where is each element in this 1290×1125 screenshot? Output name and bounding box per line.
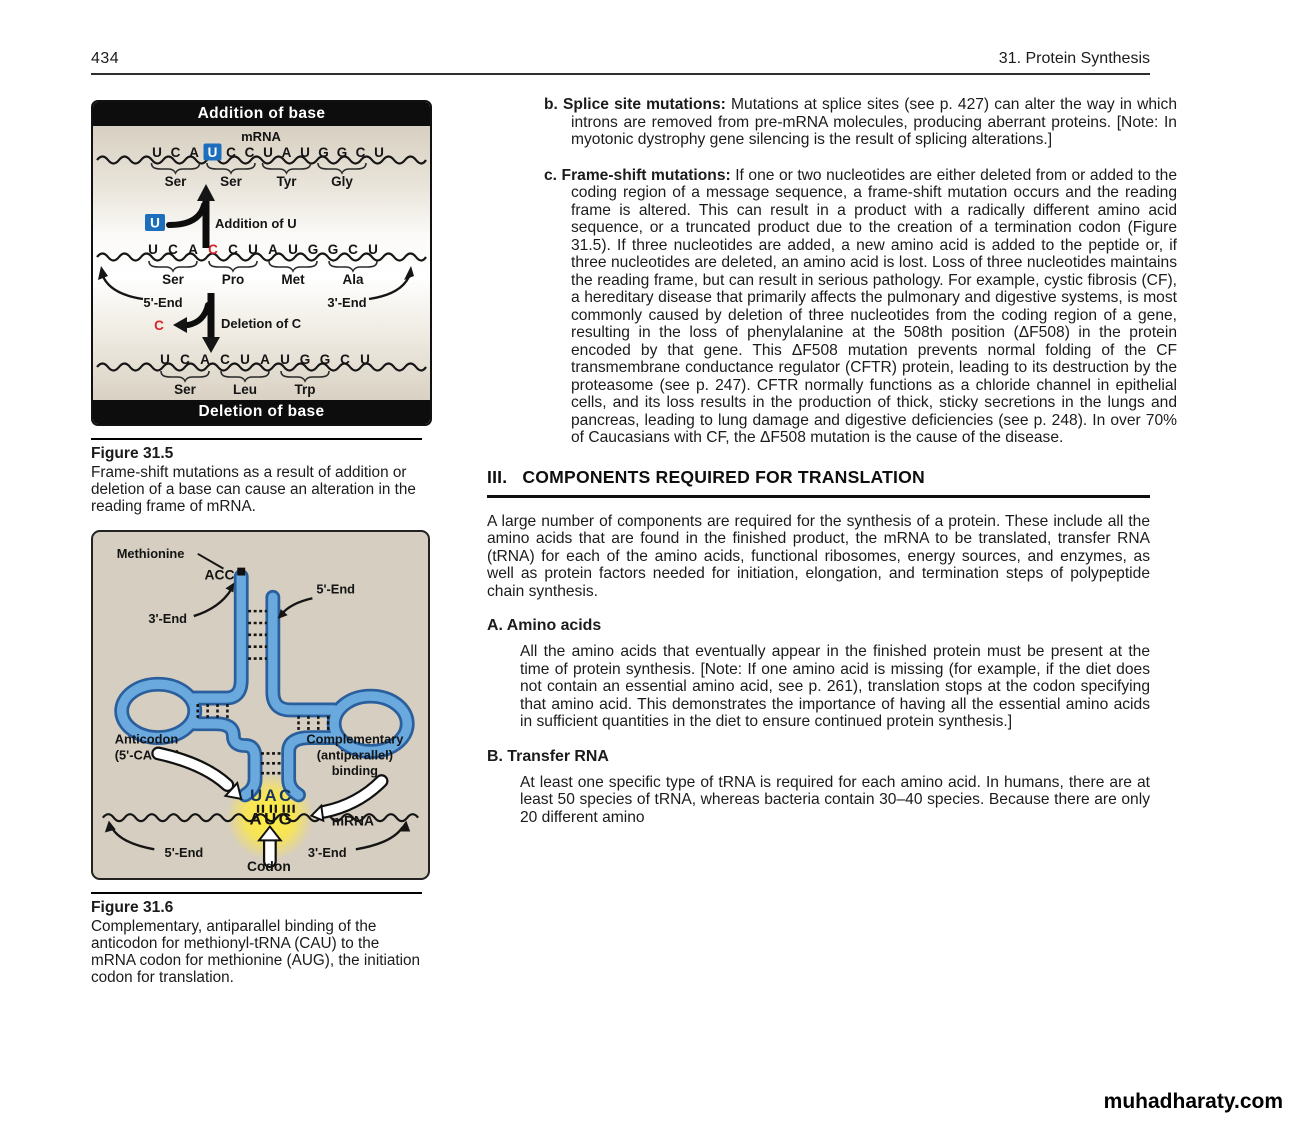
codon-brace bbox=[149, 261, 197, 271]
amino-acid-attachment bbox=[237, 568, 245, 576]
item-text: Mutations at splice sites (see p. 427) can alter the way in which introns are removed from pre-mRNA molecules, producing aberrant proteins. [Note: In myotonic dystrophy gene silencing is the result of splicing alterations.] bbox=[571, 96, 1177, 148]
subheading-amino-acids: A. Amino acids bbox=[487, 617, 602, 634]
nt-letter: C bbox=[170, 145, 181, 160]
nt-letter: U bbox=[148, 242, 158, 257]
codon-label: Leu bbox=[232, 382, 258, 397]
three-end-bottom-arrow bbox=[356, 828, 402, 850]
nt-letter: C bbox=[348, 242, 358, 257]
nt-letter: G bbox=[299, 352, 311, 367]
codon-label: Gly bbox=[331, 174, 353, 189]
codon-brace bbox=[263, 163, 311, 173]
deletion-branch-head bbox=[173, 317, 187, 333]
acc-label: ACC bbox=[204, 566, 235, 583]
amino-acids-text: All the amino acids that eventually appear in the finished protein must be present at the time of protein synthesis. [Note: If one amino acid is missing (for example, if the diet does not contain an essential amino acid, see p. 261), translation stops at the codon specifying that amino acid. This demonstrates the importance of having all the essential amino acids in sufficient quantities in the diet to ensure continued protein synthesis.] bbox=[520, 643, 1150, 730]
addition-arrow-head bbox=[197, 184, 215, 201]
nt-letter: C bbox=[180, 352, 190, 367]
left-column bbox=[91, 100, 436, 987]
anticodon-label: Anticodon bbox=[114, 731, 179, 747]
nt-letter: A bbox=[189, 145, 199, 160]
watermark-link[interactable]: muhadharaty.com bbox=[1103, 1090, 1283, 1113]
nt-letter-inserted: U bbox=[207, 145, 218, 160]
three-end-top-label: 3'-End bbox=[148, 611, 188, 627]
five-end-arrow-head bbox=[98, 266, 108, 280]
nt-letter: G bbox=[318, 145, 329, 160]
binding-label: binding bbox=[331, 763, 379, 779]
figure-31-5-caption bbox=[91, 438, 422, 515]
addition-label: Addition of U bbox=[215, 216, 297, 231]
caption-title: Figure 31.5 bbox=[91, 445, 174, 462]
figure-31-5 bbox=[91, 100, 432, 426]
codon-label: Met bbox=[281, 272, 305, 287]
nt-letter-mutant: C bbox=[208, 242, 218, 257]
five-end-bottom-arrow bbox=[112, 828, 154, 850]
nt-letter: G bbox=[327, 242, 339, 257]
nt-letter: A bbox=[260, 352, 270, 367]
nt-letter: U bbox=[280, 352, 290, 367]
codon-sequence: AUG bbox=[249, 809, 295, 829]
codon-label: Ala bbox=[342, 272, 364, 287]
nt-letter: U bbox=[248, 242, 258, 257]
codon-brace bbox=[221, 371, 269, 381]
subheading-transfer-rna: B. Transfer RNA bbox=[487, 747, 609, 765]
caption-text: Frame-shift mutations as a result of addition or deletion of a base can cause an alteration in the reading frame of mRNA. bbox=[91, 464, 416, 515]
caption-text: Complementary, antiparallel binding of the anticodon for methionyl-tRNA (CAU) to the mRNA codon for methionine (AUG), the initiation codon for translation. bbox=[91, 918, 421, 986]
deletion-arrow-branch bbox=[188, 305, 208, 325]
three-end-arrow-head bbox=[404, 266, 414, 280]
figure-31-6-art bbox=[93, 532, 428, 878]
codon-label: Codon bbox=[247, 858, 291, 875]
codon-brace bbox=[161, 371, 209, 381]
binding-label: Complementary bbox=[306, 731, 404, 747]
mrna-label: mRNA bbox=[331, 812, 375, 829]
codon-brace bbox=[209, 261, 257, 271]
nt-letter: U bbox=[374, 145, 384, 160]
nt-letter: G bbox=[307, 242, 319, 257]
codon-brace bbox=[152, 163, 200, 173]
figure-31-6-caption bbox=[91, 892, 422, 986]
five-end-label: 5'-End bbox=[143, 295, 183, 310]
section-heading: III. COMPONENTS REQUIRED FOR TRANSLATION bbox=[487, 467, 1150, 498]
mrna-label: mRNA bbox=[241, 129, 281, 144]
codon-label: Trp bbox=[294, 382, 316, 397]
nt-letter: U bbox=[300, 145, 310, 160]
nt-letter: C bbox=[244, 145, 255, 160]
three-end-label: 3'-End bbox=[327, 295, 367, 310]
five-end-bottom-label: 5'-End bbox=[164, 845, 204, 861]
nt-letter: C bbox=[340, 352, 350, 367]
codon-brace bbox=[318, 163, 366, 173]
deletion-banner: Deletion of base bbox=[93, 400, 430, 424]
header-rule bbox=[91, 73, 1150, 75]
three-end-arrow bbox=[369, 274, 410, 299]
deleted-base: C bbox=[154, 318, 164, 333]
anticodon-pointer-arrow bbox=[158, 754, 241, 799]
codon-label: Ser bbox=[174, 382, 196, 397]
nt-letter: C bbox=[220, 352, 230, 367]
codon-brace bbox=[269, 261, 317, 271]
nt-letter: C bbox=[228, 242, 238, 257]
codon-label: Ser bbox=[164, 174, 187, 189]
deletion-arrow-head bbox=[202, 337, 220, 353]
codon-brace bbox=[329, 261, 377, 271]
nt-letter: A bbox=[268, 242, 278, 257]
item-lead: b. Splice site mutations: bbox=[544, 96, 726, 113]
codon-label: Pro bbox=[221, 272, 245, 287]
nt-letter: U bbox=[263, 145, 273, 160]
addition-banner: Addition of base bbox=[93, 102, 430, 126]
nt-letter: C bbox=[355, 145, 366, 160]
anticodon-label-seq: (5'-CAU-3') bbox=[114, 747, 180, 763]
five-end-top-arrow bbox=[282, 599, 313, 615]
deletion-label: Deletion of C bbox=[221, 316, 302, 331]
nt-letter: A bbox=[281, 145, 292, 160]
added-base: U bbox=[150, 215, 160, 231]
nt-letter: A bbox=[188, 242, 198, 257]
five-end-arrow bbox=[102, 274, 143, 299]
nt-letter: U bbox=[240, 352, 250, 367]
nt-letter: U bbox=[160, 352, 170, 367]
nt-letter: U bbox=[288, 242, 298, 257]
nt-letter: A bbox=[200, 352, 210, 367]
five-end-top-label: 5'-End bbox=[316, 581, 356, 597]
page-number: 434 bbox=[91, 50, 120, 67]
codon-label: Ser bbox=[220, 174, 242, 189]
figure-31-5-art bbox=[93, 126, 430, 400]
nt-letter: U bbox=[368, 242, 378, 257]
nt-letter: U bbox=[152, 145, 162, 160]
codon-label: Tyr bbox=[276, 174, 297, 189]
figure-31-6 bbox=[91, 530, 430, 880]
nt-letter: G bbox=[319, 352, 331, 367]
section-intro: A large number of components are required for the synthesis of a protein. These include all the amino acids that are found in the finished product, the mRNA to be translated, transfer RNA (tRNA) for each of the amino acids, functional ribosomes, energy sources, and enzymes, as well as protein factors needed for initiation, elongation, and termination steps of polypeptide chain synthesis. bbox=[487, 512, 1150, 600]
main-text-column bbox=[487, 96, 1177, 826]
codon-brace bbox=[281, 371, 329, 381]
binding-label: (antiparallel) bbox=[316, 747, 394, 763]
item-text: If one or two nucleotides are either deleted from or added to the coding region of a message sequence, a frame-shift mutation occurs and the reading frame is altered. This can result in a product with a radically different amino acid sequence, or a truncated product due to the creation of a termination codon (Figure 31.5). If three nucleotides are added, a new amino acid is added to the peptide or, if three nucleotides are deleted, an amino acid is lost. Loss of three nucleotides maintains the reading frame, but can result in serious pathology. For example, cystic fibrosis (CF), a hereditary disease that primarily affects the pulmonary and digestive systems, is most commonly caused by deletion of three nucleotides from the coding region of a gene, resulting in the loss of phenylalanine at the 508th position (ΔF508) in the protein encoded by that gene. This ΔF508 mutation prevents normal folding of the CF transmembrane conductance regulator (CFTR) protein, leading to its destruction by the proteasome (see p. 247). CFTR normally functions as a chloride channel in epithelial cells, and its loss results in the production of thick, sticky secretions in the lungs and pancreas, leading to lung damage and digestive deficiencies (see p. 248). In over 70% of Caucasians with CF, the ΔF508 mutation is the cause of the disease. bbox=[571, 166, 1177, 446]
transfer-rna-text: At least one specific type of tRNA is required for each amino acid. In humans, there are at least 50 species of tRNA, whereas bacteria contain 30–40 species. Because there are only 20 different amino bbox=[520, 773, 1150, 826]
list-item-frame-shift bbox=[544, 167, 1177, 447]
nt-letter: C bbox=[168, 242, 178, 257]
nt-letter: G bbox=[336, 145, 348, 160]
chapter-header: 31. Protein Synthesis bbox=[998, 50, 1150, 67]
three-end-bottom-arrow-head bbox=[398, 821, 410, 832]
codon-label: Ser bbox=[162, 272, 184, 287]
item-lead: c. Frame-shift mutations: bbox=[544, 166, 731, 184]
anticodon-sequence: UAC bbox=[249, 786, 294, 806]
methionine-label: Methionine bbox=[116, 546, 185, 562]
nt-letter: U bbox=[360, 352, 370, 367]
codon-brace bbox=[207, 163, 255, 173]
nt-letter: C bbox=[226, 145, 236, 160]
caption-title: Figure 31.6 bbox=[91, 899, 174, 917]
addition-arrow-branch bbox=[169, 205, 204, 225]
list-item-splice-site bbox=[544, 96, 1177, 149]
three-end-bottom-label: 3'-End bbox=[307, 845, 347, 861]
three-end-top-arrow bbox=[194, 590, 232, 617]
